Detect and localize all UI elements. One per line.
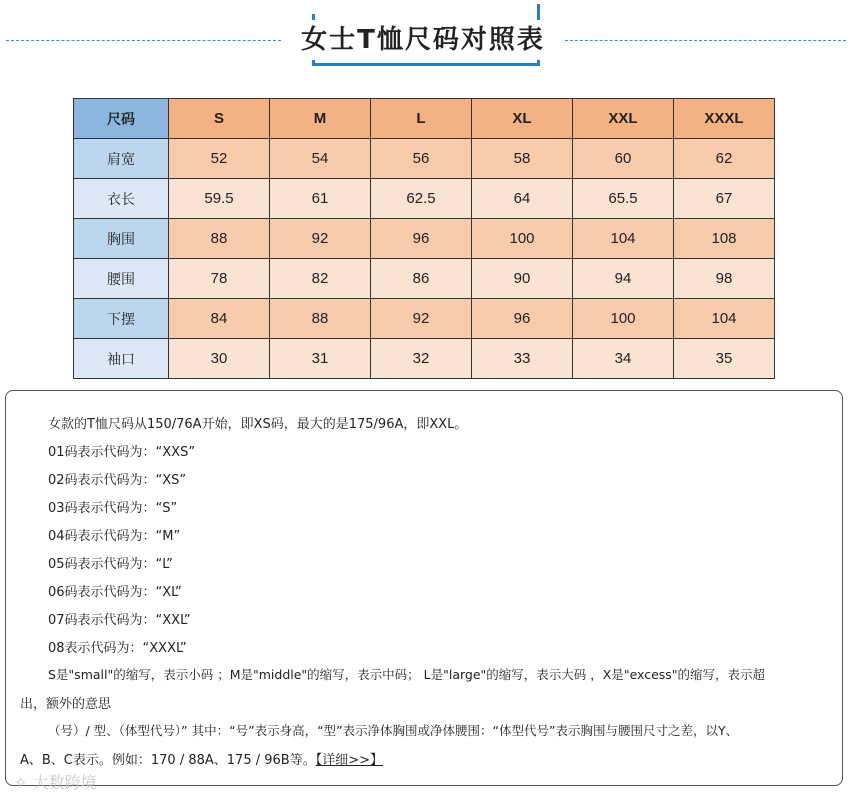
type-text-cont <box>20 749 383 768</box>
table-cell: 92 <box>371 299 472 339</box>
page-title: 女士T恤尺码对照表 <box>282 20 564 60</box>
table-cell: 100 <box>573 299 674 339</box>
table-cell: 54 <box>270 139 371 179</box>
code-line: 06码表示代码为：“XL” <box>48 585 182 600</box>
row-label: 衣长 <box>74 179 169 219</box>
table-cell: 98 <box>674 259 775 299</box>
table-cell: 60 <box>573 139 674 179</box>
row-label: 胸围 <box>74 219 169 259</box>
table-cell: 35 <box>674 339 775 379</box>
table-cell: 82 <box>270 259 371 299</box>
table-cell: 78 <box>169 259 270 299</box>
table-cell: 90 <box>472 259 573 299</box>
table-cell: 61 <box>270 179 371 219</box>
table-cell: 88 <box>169 219 270 259</box>
size-header: XXXL <box>674 99 775 139</box>
table-cell: 30 <box>169 339 270 379</box>
table-row <box>74 299 775 339</box>
table-row <box>74 339 775 379</box>
corner-cell: 尺码 <box>74 99 169 139</box>
type-text: （号）/ 型、（体型代号）” 其中：“号”表示身高，“型”表示净体胸围或净体腰围：“体型代号”表示胸围与腰围尺寸之差，以Y、 <box>48 723 739 738</box>
table-cell: 96 <box>472 299 573 339</box>
table-cell: 104 <box>674 299 775 339</box>
watermark <box>14 770 97 793</box>
size-header: S <box>169 99 270 139</box>
table-cell: 100 <box>472 219 573 259</box>
abbr-text-cont: 出，额外的意思 <box>20 697 112 712</box>
size-header: XL <box>472 99 573 139</box>
table-row <box>74 219 775 259</box>
table-cell: 32 <box>371 339 472 379</box>
table-cell: 65.5 <box>573 179 674 219</box>
type-text-end: A、B、C表示。例如：170 / 88A、175 / 96B等。 <box>20 753 316 768</box>
table-cell: 33 <box>472 339 573 379</box>
table-cell: 104 <box>573 219 674 259</box>
table-cell: 92 <box>270 219 371 259</box>
size-header: XXL <box>573 99 674 139</box>
table-cell: 108 <box>674 219 775 259</box>
table-cell: 52 <box>169 139 270 179</box>
row-label: 下摆 <box>74 299 169 339</box>
table-cell: 58 <box>472 139 573 179</box>
table-cell: 96 <box>371 219 472 259</box>
size-header: M <box>270 99 371 139</box>
table-row <box>74 259 775 299</box>
table-cell: 62.5 <box>371 179 472 219</box>
table-cell: 34 <box>573 339 674 379</box>
watermark-logo-icon: ✧ <box>14 773 28 792</box>
code-line: 03码表示代码为：“S” <box>48 501 178 516</box>
table-cell: 86 <box>371 259 472 299</box>
table-row <box>74 179 775 219</box>
code-line: 01码表示代码为：“XXS” <box>48 445 196 460</box>
table-cell: 59.5 <box>169 179 270 219</box>
code-line: 08表示代码为：“XXXL” <box>48 641 187 656</box>
code-line: 02码表示代码为：“XS” <box>48 473 187 488</box>
table-cell: 67 <box>674 179 775 219</box>
title-rule-left <box>6 40 286 41</box>
info-panel <box>5 390 843 786</box>
table-cell: 64 <box>472 179 573 219</box>
table-cell: 94 <box>573 259 674 299</box>
table-row <box>74 139 775 179</box>
title-rule-right <box>560 40 846 41</box>
table-cell: 56 <box>371 139 472 179</box>
more-details-link[interactable]: 【详细>>】 <box>315 753 383 768</box>
table-cell: 88 <box>270 299 371 339</box>
size-chart-table <box>73 98 775 379</box>
row-label: 袖口 <box>74 339 169 379</box>
row-label: 肩宽 <box>74 139 169 179</box>
intro-text: 女款的T恤尺码从150/76A开始，即XS码，最大的是175/96A，即XXL。 <box>48 417 468 432</box>
code-line: 07码表示代码为：“XXL” <box>48 613 191 628</box>
code-line: 04码表示代码为：“M” <box>48 529 181 544</box>
abbr-text: S是"small"的缩写，表示小码 ；M是"middle"的缩写，表示中码； L是"large"的缩写，表示大码 ，X是"excess"的缩写，表示超 <box>48 667 766 682</box>
watermark-text: 大数跨境 <box>32 773 97 792</box>
code-line: 05码表示代码为：“L” <box>48 557 173 572</box>
row-label: 腰围 <box>74 259 169 299</box>
table-cell: 31 <box>270 339 371 379</box>
table-cell: 62 <box>674 139 775 179</box>
table-cell: 84 <box>169 299 270 339</box>
table-header-row <box>74 99 775 139</box>
size-header: L <box>371 99 472 139</box>
